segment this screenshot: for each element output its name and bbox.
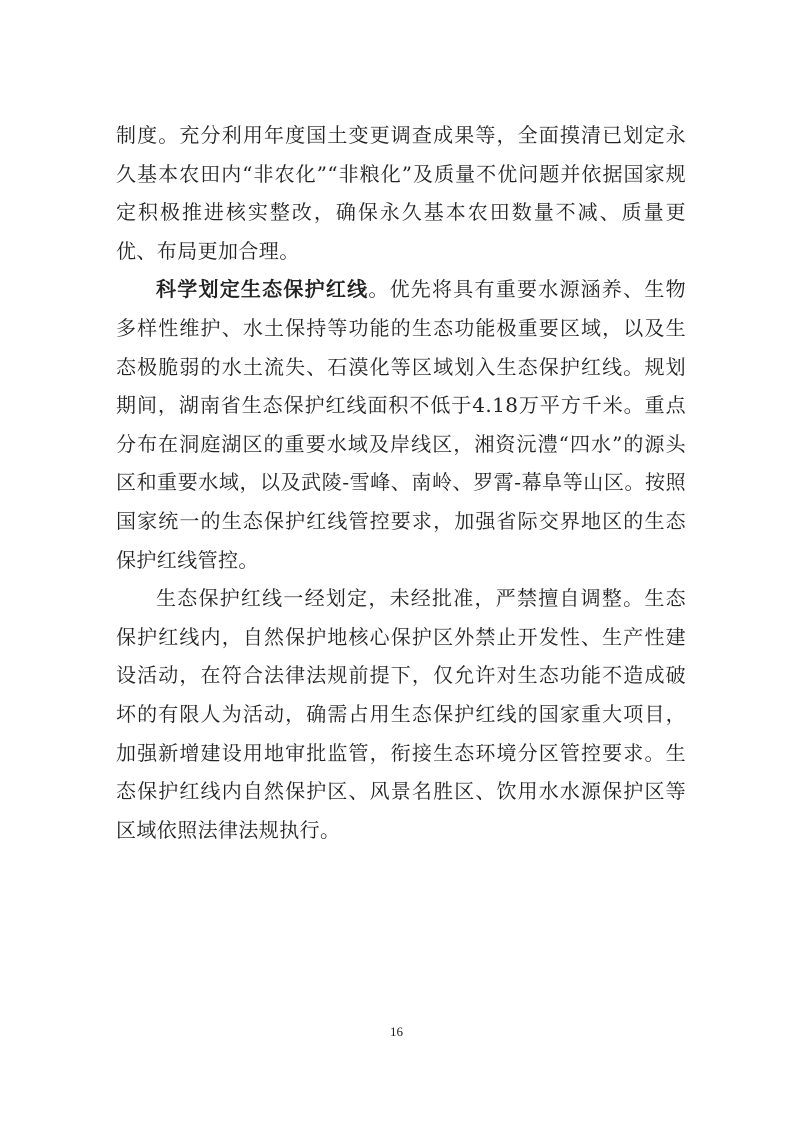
paragraph-text: 生态保护红线一经划定，未经批准，严禁擅自调整。生态保护红线内，自然保护地核心保护区外禁止开发性、生产性建设活动，在符合法律法规前提下，仅允许对生态功能不造成破坏的有限人为活动，确需占用生态保护红线的国家重大项目，加强新增建设用地审批监管，衔接生态环境分区管控要求。生态保护红线内自然保护区、风景名胜区、饮用水水源保护区等区域依照法律法规执行。: [116, 586, 686, 842]
paragraph-continuation: [116, 116, 686, 270]
paragraph-red-line-rules: [116, 579, 686, 849]
paragraph-ecological-red-line: [116, 270, 686, 579]
paragraph-text: 制度。充分利用年度国土变更调查成果等，全面摸清已划定永久基本农田内“非农化”“非粮化”及质量不优问题并依据国家规定积极推进核实整改，确保永久基本农田数量不减、质量更优、布局更加合理。: [116, 123, 686, 263]
paragraph-text: 。优先将具有重要水源涵养、生物多样性维护、水土保持等功能的生态功能极重要区域，以及生态极脆弱的水土流失、石漠化等区域划入生态保护红线。规划期间，湖南省生态保护红线面积不低于4.18万平方千米。重点分布在洞庭湖区的重要水域及岸线区，湘资沅澧“四水”的源头区和重要水域，以及武陵-雪峰、南岭、罗霄-幕阜等山区。按照国家统一的生态保护红线管控要求，加强省际交界地区的生态保护红线管控。: [116, 277, 687, 572]
body-text: [116, 116, 686, 849]
paragraph-heading: 科学划定生态保护红线: [156, 277, 369, 302]
page-number: 16: [390, 1024, 403, 1039]
